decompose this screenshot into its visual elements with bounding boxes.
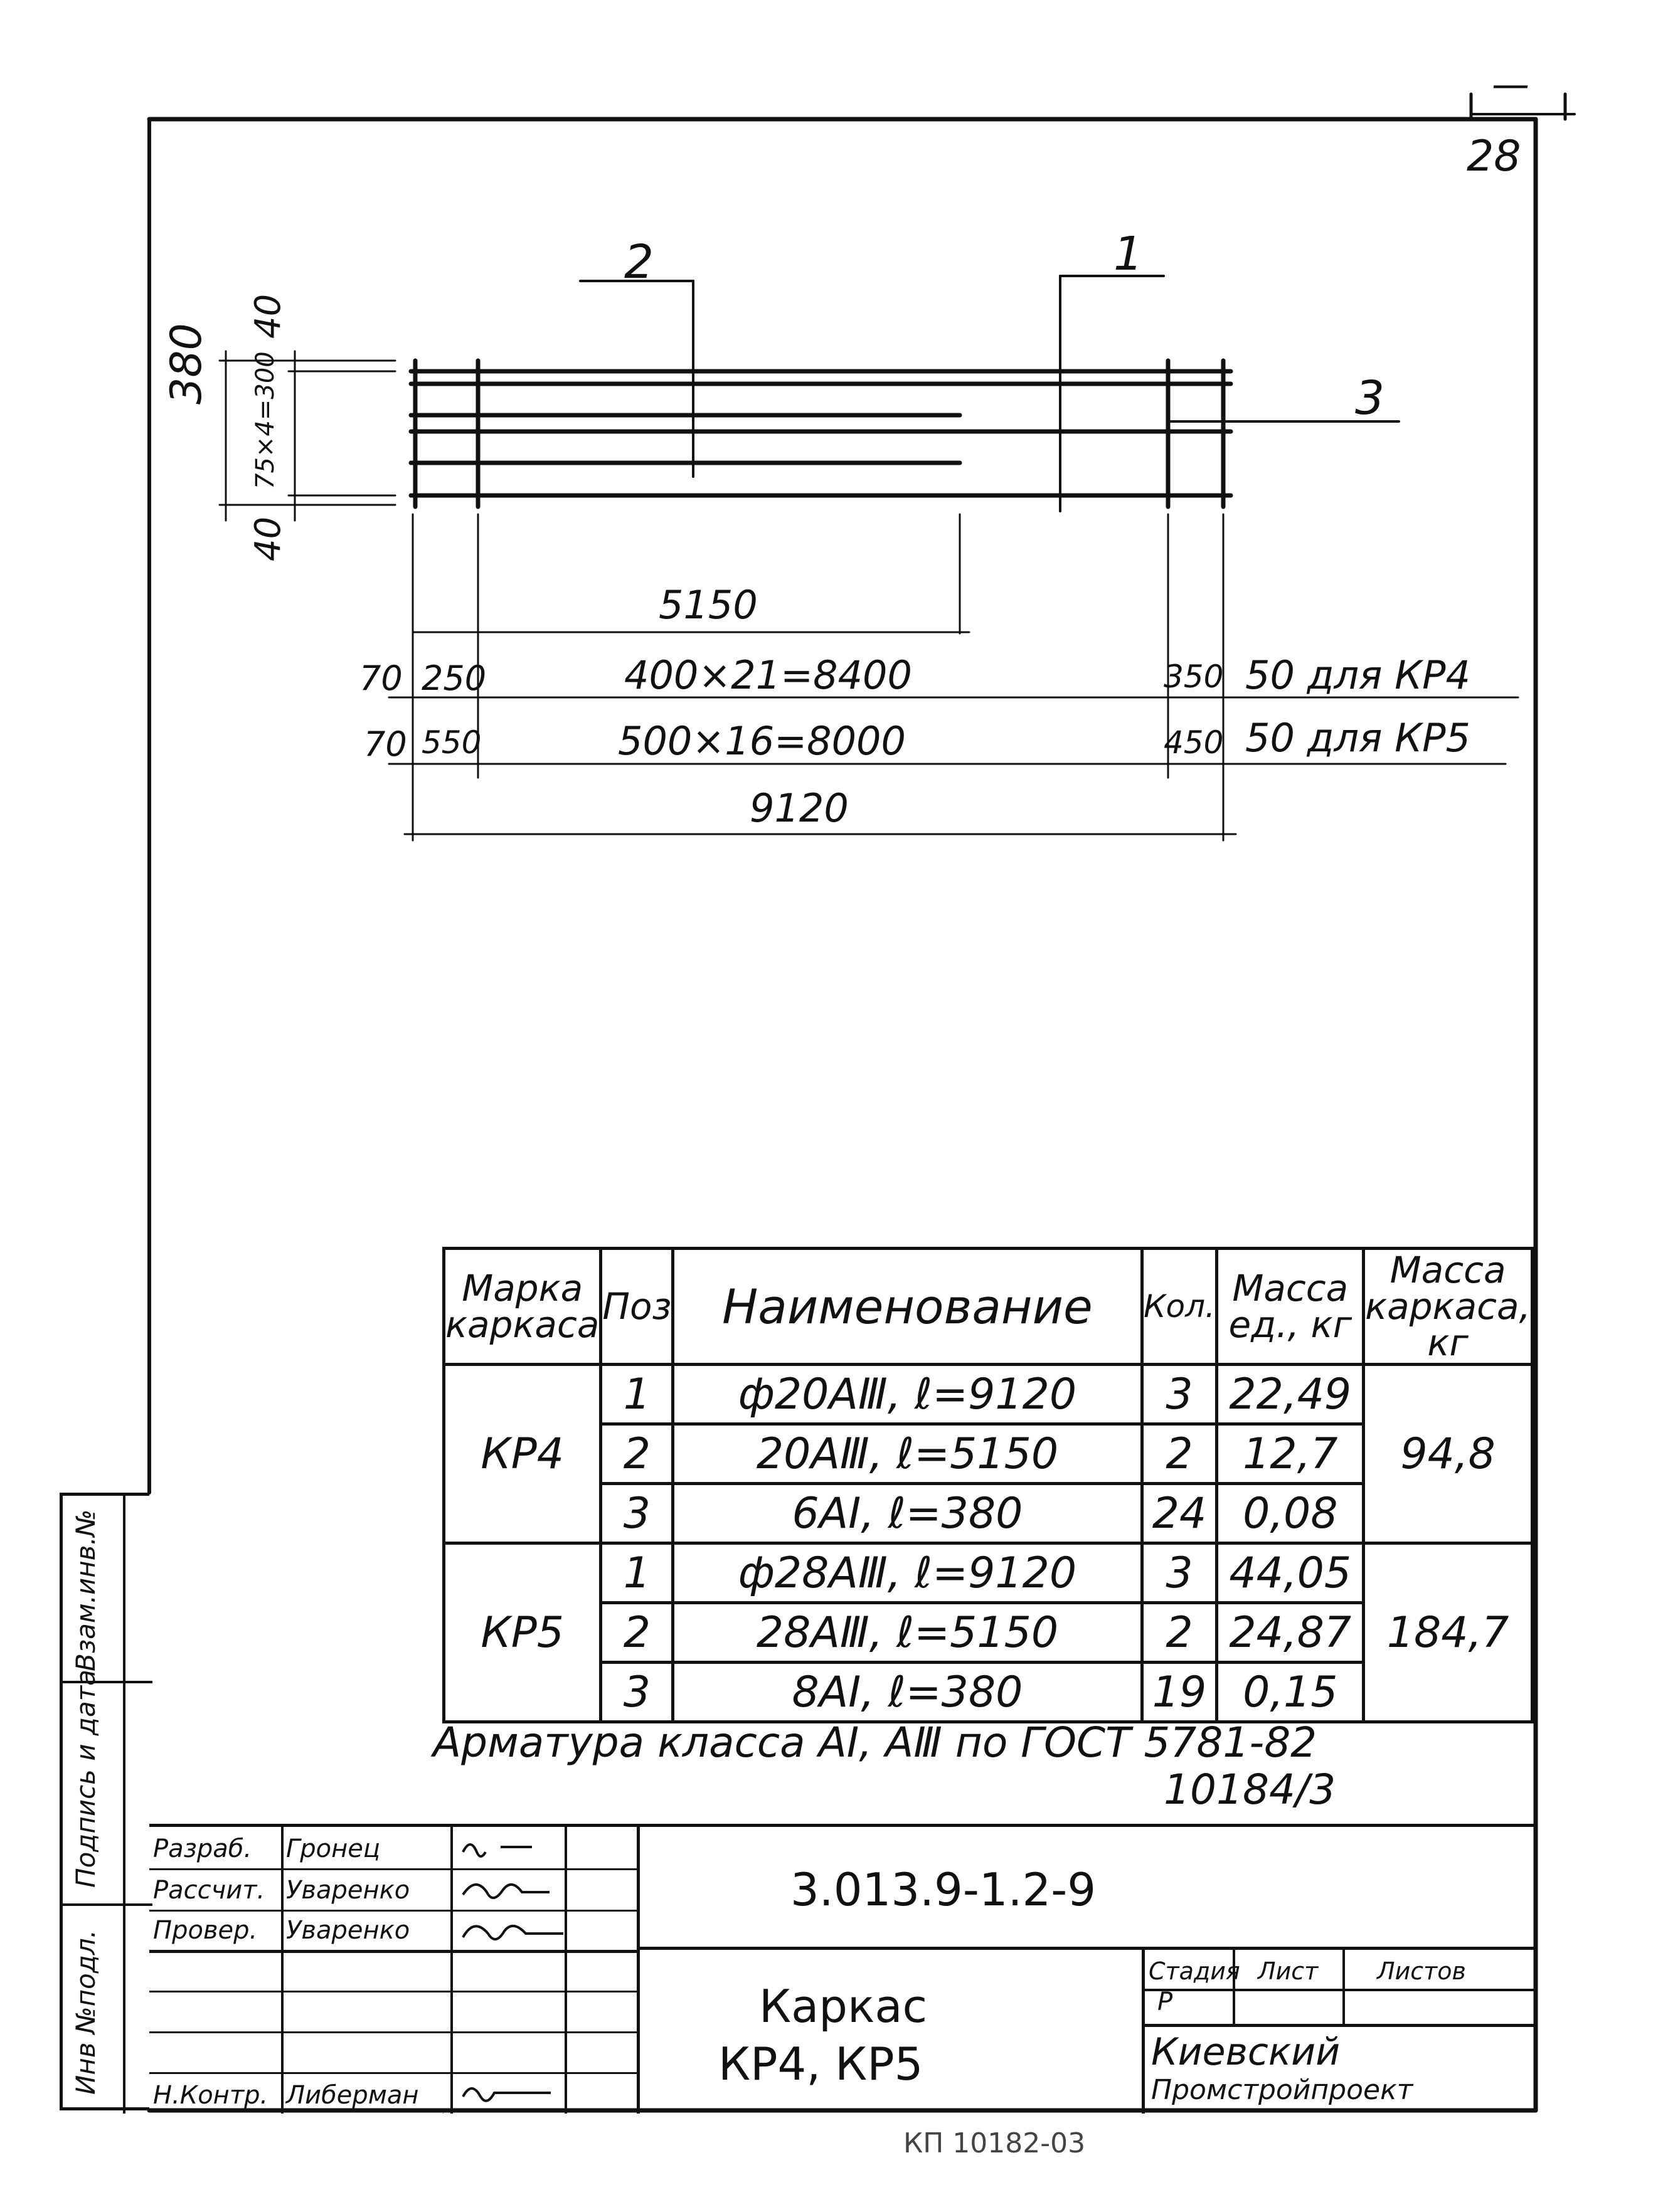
dim-inner-spacing: 75×4=300 [251, 351, 280, 489]
col-header-unit-mass: Масса ед., кг [1217, 1249, 1364, 1365]
group-mark: КР5 [444, 1543, 601, 1722]
dim-total-length: 9120 [750, 785, 849, 831]
sheet-top-stub: — [1492, 63, 1529, 107]
row-qty: 19 [1142, 1663, 1217, 1722]
role-name: Либерман [286, 2081, 419, 2110]
row-pos: 2 [601, 1603, 673, 1663]
col-header-name: Наименование [673, 1249, 1142, 1365]
col-header-mark: Марка каркаса [444, 1249, 601, 1365]
role-name: Уваренко [286, 1916, 410, 1945]
row-pos: 1 [601, 1365, 673, 1424]
side-stamp-inventory: Инв №подл. [70, 1929, 101, 2095]
row-name: ф28АⅢ, ℓ=9120 [673, 1543, 1142, 1603]
row-name: 8АⅠ, ℓ=380 [673, 1663, 1142, 1722]
role-label: Рассчит. [153, 1876, 265, 1905]
table-row [444, 1365, 1533, 1424]
row-name: ф20АⅢ, ℓ=9120 [673, 1365, 1142, 1424]
dim-row1-first: 250 [422, 659, 487, 698]
side-stamp-replace: Взам.инв.№ [70, 1509, 101, 1671]
position-label-2: 2 [624, 235, 654, 289]
organization-line1: Киевский [1151, 2030, 1341, 2074]
row-qty: 2 [1142, 1603, 1217, 1663]
col-header-pos: Поз [601, 1249, 673, 1365]
stage-label: Стадия [1149, 1957, 1240, 1985]
side-stamp [60, 1493, 149, 2110]
dim-row1-note: 50 для КР4 [1245, 652, 1470, 698]
designation-code: 3.013.9-1.2-9 [790, 1863, 1097, 1916]
role-name: Гронец [286, 1834, 381, 1863]
dim-bottom-cover: 40 [248, 516, 289, 561]
signature-marks [149, 1827, 640, 2114]
row-qty: 2 [1142, 1424, 1217, 1484]
drawing-title-cell [640, 1950, 1145, 2114]
row-unit-mass: 0,08 [1217, 1484, 1364, 1543]
side-stamp-signature: Подпись и дата [70, 1670, 101, 1888]
row-unit-mass: 12,7 [1217, 1424, 1364, 1484]
row-name: 20АⅢ, ℓ=5150 [673, 1424, 1142, 1484]
dim-row1-last: 350 [1164, 659, 1224, 695]
row-pos: 1 [601, 1543, 673, 1603]
drawing-title-line2: КР4, КР5 [718, 2038, 923, 2090]
title-block-roles [149, 1827, 640, 2114]
dim-row1-left: 70 [359, 659, 403, 698]
designation-cell [640, 1827, 1536, 1950]
stage-cell [1145, 1950, 1536, 2114]
role-label: Н.Контр. [153, 2081, 268, 2110]
stage-value: Р [1157, 1987, 1173, 2016]
group-frame-mass: 94,8 [1364, 1365, 1533, 1543]
row-pos: 2 [601, 1424, 673, 1484]
position-label-1: 1 [1113, 227, 1144, 281]
drawing-title-line1: Каркас [759, 1980, 928, 2033]
dim-row2-last: 450 [1164, 724, 1224, 761]
row-name: 28АⅢ, ℓ=5150 [673, 1603, 1142, 1663]
organization-line2: Промстройпроект [1151, 2074, 1413, 2106]
col-header-qty: Кол. [1142, 1249, 1217, 1365]
role-label: Разраб. [153, 1834, 252, 1863]
sheets-label: Листов [1377, 1957, 1466, 1985]
group-frame-mass: 184,7 [1364, 1543, 1533, 1722]
row-name: 6АⅠ, ℓ=380 [673, 1484, 1142, 1543]
dim-overall-height: 380 [162, 323, 211, 405]
sheet-corner-number: 28 [1467, 132, 1521, 181]
row-pos: 3 [601, 1484, 673, 1543]
row-unit-mass: 0,15 [1217, 1663, 1364, 1722]
table-header-row [444, 1249, 1533, 1365]
dim-row2-first: 550 [422, 724, 482, 761]
row-unit-mass: 24,87 [1217, 1603, 1364, 1663]
role-label: Провер. [153, 1916, 258, 1945]
row-unit-mass: 44,05 [1217, 1543, 1364, 1603]
specification-table [442, 1247, 1534, 1723]
footer-code: КП 10182-03 [903, 2127, 1086, 2159]
position-label-3: 3 [1355, 371, 1385, 425]
dim-top-cover: 40 [248, 294, 289, 339]
sheet-label: Лист [1258, 1957, 1319, 1985]
table-row [444, 1543, 1533, 1603]
row-qty: 24 [1142, 1484, 1217, 1543]
group-mark: КР4 [444, 1365, 601, 1543]
role-name: Уваренко [286, 1876, 410, 1905]
row-qty: 3 [1142, 1365, 1217, 1424]
row-unit-mass: 22,49 [1217, 1365, 1364, 1424]
dim-row1-main: 400×21=8400 [624, 652, 912, 698]
reinforcement-class-note: Арматура класса АⅠ, АⅢ по ГОСТ 5781-82 [433, 1718, 1317, 1767]
title-block [149, 1824, 1536, 2110]
row-qty: 3 [1142, 1543, 1217, 1603]
dim-row2-main: 500×16=8000 [618, 718, 906, 764]
registration-number: 10184/3 [1164, 1765, 1336, 1814]
col-header-frame-mass: Масса каркаса, кг [1364, 1249, 1533, 1365]
dim-row2-note: 50 для КР5 [1245, 715, 1470, 761]
row-pos: 3 [601, 1663, 673, 1722]
dim-row2-left: 70 [364, 724, 407, 764]
dim-partial-length: 5150 [659, 582, 758, 628]
cage-bars [411, 371, 1231, 495]
